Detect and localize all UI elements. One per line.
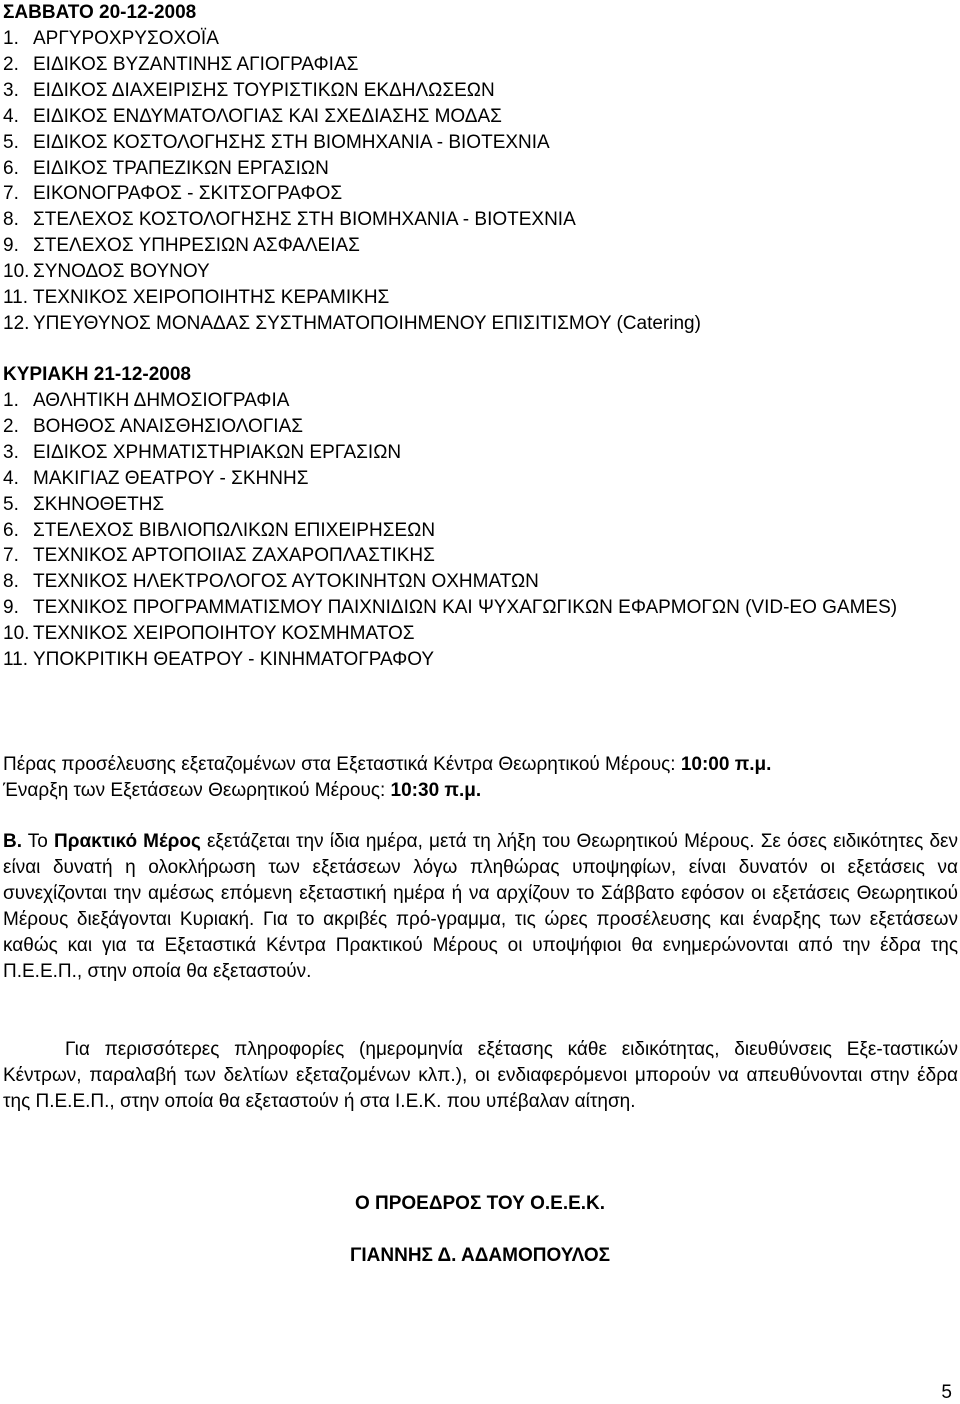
list-item (0, 440, 950, 466)
list-item-text: ΕΙΔΙΚΟΣ ΒΥΖΑΝΤΙΝΗΣ ΑΓΙΟΓΡΑΦΙΑΣ (33, 53, 359, 75)
list-item (0, 466, 950, 492)
exam-start-line (3, 778, 481, 804)
arrival-time-line (3, 752, 771, 778)
practical-part-paragraph (3, 829, 958, 984)
list-item-text: ΥΠΕΥΘΥΝΟΣ ΜΟΝΑΔΑΣ ΣΥΣΤΗΜΑΤΟΠΟΙΗΜΕΝΟΥ ΕΠΙΣΙΤΙΣΜΟΥ (Catering) (33, 312, 701, 334)
list-item-text: ΣΤΕΛΕΧΟΣ ΒΙΒΛΙΟΠΩΛΙΚΩΝ ΕΠΙΧΕΙΡΗΣΕΩΝ (33, 519, 436, 541)
list-item-text: ΤΕΧΝΙΚΟΣ ΧΕΙΡΟΠΟΙΗΤΟΥ ΚΟΣΜΗΜΑΤΟΣ (33, 623, 415, 645)
list-item (0, 78, 950, 104)
signature-name: ΓΙΑΝΝΗΣ Δ. ΑΔΑΜΟΠΟΥΛΟΣ (349, 1245, 611, 1266)
practical-part-bold: Πρακτικό Μέρος (53, 831, 201, 852)
list-item (0, 311, 950, 337)
list-item-number: 11. (3, 649, 29, 671)
arrival-label: Πέρας προσέλευσης εξεταζομένων στα Εξεταστικά Κέντρα Θεωρητικού Μέρους: (3, 754, 681, 775)
list-item-text: ΕΙΔΙΚΟΣ ΔΙΑΧΕΙΡΙΣΗΣ ΤΟΥΡΙΣΤΙΚΩΝ ΕΚΔΗΛΩΣΕΩΝ (33, 79, 495, 101)
list-item (0, 207, 950, 233)
arrival-time: 10:00 π.μ. (680, 754, 772, 775)
list-item-text: ΕΙΔΙΚΟΣ ΕΝΔΥΜΑΤΟΛΟΓΙΑΣ ΚΑΙ ΣΧΕΔΙΑΣΗΣ ΜΟΔΑΣ (33, 105, 502, 127)
list-item-text: ΕΙΔΙΚΟΣ ΤΡΑΠΕΖΙΚΩΝ ΕΡΓΑΣΙΩΝ (33, 157, 329, 179)
list-item (0, 104, 950, 130)
list-item-number: 4. (3, 467, 19, 489)
day2-specialties-list (0, 388, 950, 673)
list-item (0, 233, 950, 259)
list-item-number: 3. (3, 441, 19, 463)
day1-specialties-list (0, 26, 950, 337)
list-item (0, 647, 950, 673)
list-item-number: 9. (3, 235, 19, 257)
list-item-text: ΕΙΔΙΚΟΣ ΚΟΣΤΟΛΟΓΗΣΗΣ ΣΤΗ ΒΙΟΜΗΧΑΝΙΑ - ΒΙΟΤΕΧΝΙΑ (33, 131, 550, 153)
list-item-number: 2. (3, 53, 19, 75)
list-item (0, 130, 950, 156)
start-time: 10:30 π.μ. (390, 780, 482, 801)
day1-title: ΣΑΒΒΑΤΟ 20-12-2008 (3, 2, 197, 23)
list-item-text: ΕΙΚΟΝΟΓΡΑΦΟΣ - ΣΚΙΤΣΟΓΡΑΦΟΣ (33, 183, 343, 205)
list-item-number: 11. (3, 287, 29, 309)
start-label: Έναρξη των Εξετάσεων Θεωρητικού Μέρους: (3, 780, 391, 801)
list-item (0, 569, 950, 595)
list-item (0, 543, 950, 569)
list-item (0, 595, 950, 621)
list-item-number: 10. (3, 623, 30, 645)
list-item-number: 5. (3, 493, 19, 515)
list-item-text: ΑΡΓΥΡΟΧΡΥΣΟΧΟΪΑ (33, 28, 219, 49)
list-item-number: 4. (3, 105, 19, 127)
section-marker: Β. (3, 831, 22, 852)
list-item (0, 52, 950, 78)
list-item-text: ΣΥΝΟΔΟΣ ΒΟΥΝΟΥ (33, 261, 210, 283)
list-item-text: ΕΙΔΙΚΟΣ ΧΡΗΜΑΤΙΣΤΗΡΙΑΚΩΝ ΕΡΓΑΣΙΩΝ (33, 441, 402, 463)
info-paragraph: Για περισσότερες πληροφορίες (ημερομηνία εξέτασης κάθε ειδικότητας, διευθύνσεις Εξε-ταστικών Κέντρων, παραλαβή των δελτίων εξεταζομένων κλπ.), οι ενδιαφερόμενοι μπορούν να απευθύνονται στην έδρα της Π.Ε.Ε.Π., στην οποία θα εξεταστούν ή στα Ι.Ε.Κ. που υπέβαλαν αίτηση. (3, 1039, 958, 1112)
list-item-number: 9. (3, 597, 19, 619)
list-item-text: ΤΕΧΝΙΚΟΣ ΧΕΙΡΟΠΟΙΗΤΗΣ ΚΕΡΑΜΙΚΗΣ (33, 287, 390, 309)
list-item-text: ΥΠΟΚΡΙΤΙΚΗ ΘΕΑΤΡΟΥ - ΚΙΝΗΜΑΤΟΓΡΑΦΟΥ (33, 649, 435, 671)
list-item-text: ΑΘΛΗΤΙΚΗ ΔΗΜΟΣΙΟΓΡΑΦΙΑ (33, 390, 290, 411)
list-item-number: 1. (3, 28, 19, 49)
list-item (0, 388, 950, 414)
list-item-number: 12. (3, 312, 30, 334)
list-item-number: 1. (3, 390, 19, 411)
list-item-number: 2. (3, 415, 19, 437)
list-item-number: 8. (3, 209, 19, 231)
list-item-text: ΣΤΕΛΕΧΟΣ ΥΠΗΡΕΣΙΩΝ ΑΣΦΑΛΕΙΑΣ (33, 235, 360, 257)
practical-pre: Το (22, 831, 54, 852)
list-item (0, 621, 950, 647)
list-item (0, 156, 950, 182)
list-item-number: 6. (3, 157, 19, 179)
list-item-number: 5. (3, 131, 19, 153)
list-item-number: 6. (3, 519, 19, 541)
list-item-text: ΤΕΧΝΙΚΟΣ ΠΡΟΓΡΑΜΜΑΤΙΣΜΟΥ ΠΑΙΧΝΙΔΙΩΝ ΚΑΙ ΨΥΧΑΓΩΓΙΚΩΝ ΕΦΑΡΜΟΓΩΝ (VID-EO GAMES) (33, 597, 898, 619)
list-item-text: ΣΤΕΛΕΧΟΣ ΚΟΣΤΟΛΟΓΗΣΗΣ ΣΤΗ ΒΙΟΜΗΧΑΝΙΑ - ΒΙΟΤΕΧΝΙΑ (33, 209, 576, 231)
list-item-number: 7. (3, 545, 19, 567)
list-item-number: 10. (3, 261, 30, 283)
day2-title: ΚΥΡΙΑΚΗ 21-12-2008 (3, 364, 191, 385)
list-item-number: 3. (3, 79, 19, 101)
list-item-text: ΤΕΧΝΙΚΟΣ ΑΡΤΟΠΟΙΙΑΣ ΖΑΧΑΡΟΠΛΑΣΤΙΚΗΣ (33, 545, 435, 567)
list-item-text: ΜΑΚΙΓΙΑΖ ΘΕΑΤΡΟΥ - ΣΚΗΝΗΣ (33, 467, 309, 489)
list-item-text: ΤΕΧΝΙΚΟΣ ΗΛΕΚΤΡΟΛΟΓΟΣ ΑΥΤΟΚΙΝΗΤΩΝ ΟΧΗΜΑΤΩΝ (33, 571, 539, 593)
list-item (0, 492, 950, 518)
list-item-text: ΒΟΗΘΟΣ ΑΝΑΙΣΘΗΣΙΟΛΟΓΙΑΣ (33, 415, 303, 437)
list-item-number: 7. (3, 183, 19, 205)
signature-title: Ο ΠΡΟΕΔΡΟΣ ΤΟΥ Ο.Ε.Ε.Κ. (354, 1193, 606, 1214)
list-item (0, 285, 950, 311)
list-item-text: ΣΚΗΝΟΘΕΤΗΣ (33, 493, 165, 515)
list-item (0, 26, 950, 52)
list-item (0, 181, 950, 207)
practical-text: εξετάζεται την ίδια ημέρα, μετά τη λήξη του Θεωρητικού Μέρους. Σε όσες ειδικότητες δεν είναι δυνατή η ολοκλήρωση των εξετάσεων λόγω πληθώρας υποψηφίων, είναι δυνατόν οι εξετάσεις να συνεχίζονται την αμέσως επόμενη εξεταστική ημέρα ή να αρχίζουν το Σάββατο εφόσον οι εξετάσεις Θεωρητικού Μέρους διεξάγονται Κυριακή. Για το ακριβές πρό-γραμμα, τις ώρες προσέλευσης και έναρξης των εξετάσεων καθώς και για τα Εξεταστικά Κέντρα Πρακτικού Μέρους οι υποψήφιοι θα ενημερώνονται από την έδρα της Π.Ε.Ε.Π., στην οποία θα εξεταστούν. (3, 831, 958, 982)
list-item-number: 8. (3, 571, 19, 593)
list-item (0, 518, 950, 544)
page-number: 5 (941, 1382, 952, 1403)
list-item (0, 414, 950, 440)
list-item (0, 259, 950, 285)
